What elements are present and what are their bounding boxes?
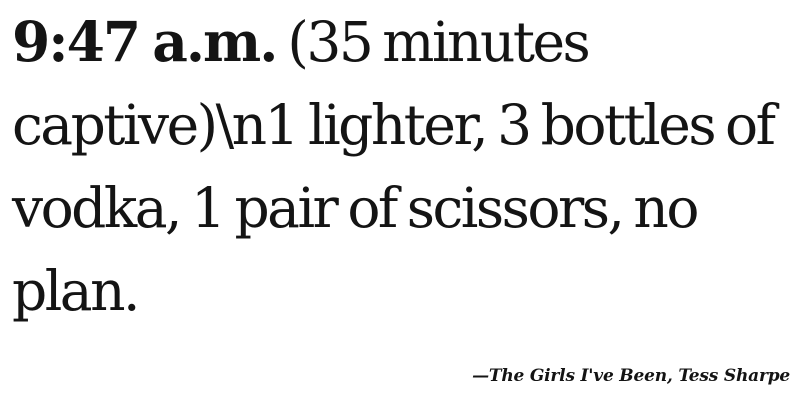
author-name: Tess Sharpe xyxy=(678,366,790,386)
attribution xyxy=(472,366,790,386)
attribution-separator: , xyxy=(666,366,679,386)
book-title: The Girls I've Been xyxy=(488,366,667,386)
attribution-dash: — xyxy=(472,366,489,386)
quote-body: (35 minutes captive)\n1 lighter, 3 bottles of vodka, 1 pair of scissors, no plan. xyxy=(12,10,774,323)
quote-time: 9:47 a.m. xyxy=(12,9,277,74)
quote-text xyxy=(12,0,792,333)
